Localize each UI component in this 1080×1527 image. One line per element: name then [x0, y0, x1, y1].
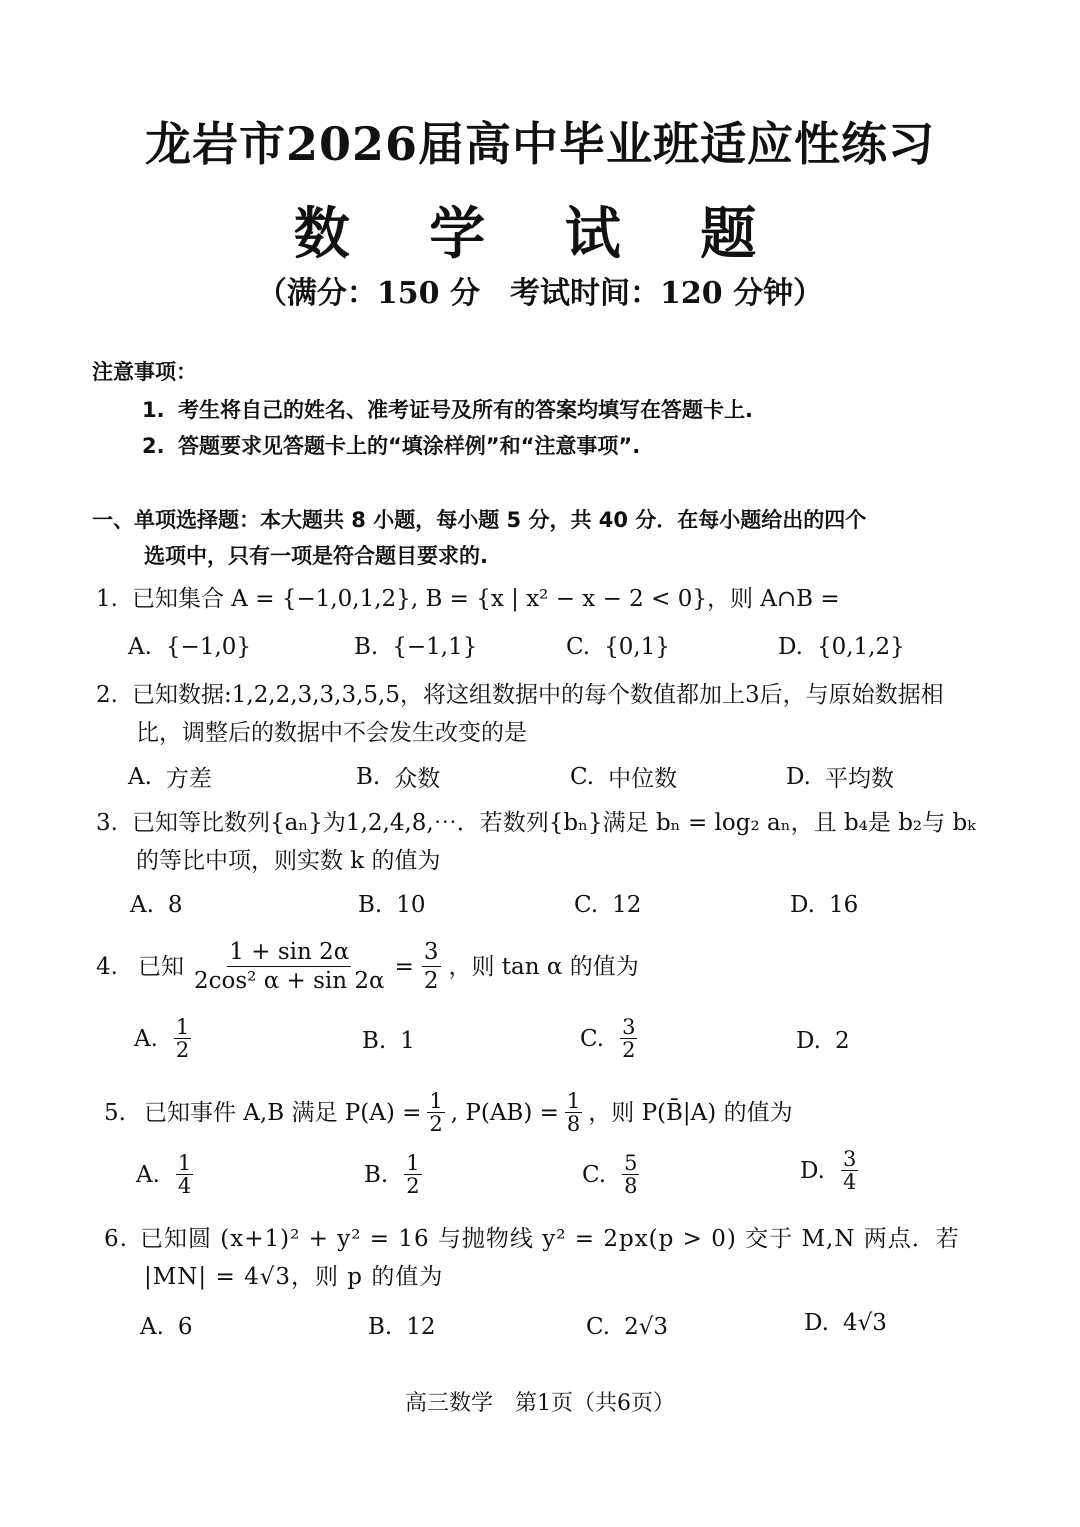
option-d	[804, 1310, 887, 1336]
option-c	[586, 1314, 668, 1340]
option-d	[790, 892, 858, 918]
option-label: C.	[566, 634, 591, 660]
fraction-denominator: 8	[566, 1112, 581, 1136]
option-b	[368, 1314, 436, 1340]
question-3	[96, 804, 996, 880]
fraction-numerator: 5	[624, 1151, 638, 1175]
fraction-denominator: 2	[175, 1038, 190, 1062]
option-label: D.	[790, 892, 815, 918]
option-b	[356, 760, 440, 793]
option-value: {0,1}	[604, 634, 670, 660]
time-info: 考试时间：120 分钟）	[510, 276, 824, 311]
fraction-numerator: 1	[566, 1089, 581, 1113]
question-stem: 已知集合 A = {−1,0,1,2}, B = {x | x² − x − 2 < 0}，则 A∩B =	[132, 586, 840, 612]
option-label: B.	[364, 1161, 389, 1188]
option-label: B.	[368, 1314, 393, 1340]
option-value: 6	[177, 1314, 193, 1340]
option-value: 2	[834, 1028, 850, 1054]
option-value: 12	[406, 1314, 436, 1340]
option-c	[566, 634, 670, 660]
question-1	[96, 580, 996, 618]
question-stem-mid: , P(AB) =	[450, 1099, 559, 1126]
fraction-denominator: 2	[423, 968, 439, 994]
fraction-numerator: 1	[406, 1151, 420, 1175]
fraction	[565, 1090, 582, 1135]
fraction-numerator: 3	[423, 939, 439, 965]
question-stem: 已知等比数列{aₙ}为1,2,4,8,⋯．若数列{bₙ}满足 bₙ = log₂ aₙ，且 b₄是 b₂与 bₖ	[132, 810, 976, 836]
fraction-denominator: 2	[429, 1112, 443, 1136]
question-stem: 已知数据:1,2,2,3,3,3,5,5，将这组数据中的每个数值都加上3后，与原始数据相	[132, 682, 944, 708]
question-5	[104, 1090, 1004, 1135]
option-label: D.	[800, 1157, 825, 1184]
option-value: 平均数	[824, 766, 894, 792]
fraction	[622, 1152, 639, 1197]
note-item	[142, 394, 753, 424]
equals-sign: =	[394, 953, 414, 980]
fraction-numerator: 1 + sin 2α	[229, 939, 350, 965]
question-stem-post: ，则 tan α 的值为	[448, 953, 639, 980]
question-number: 4.	[96, 953, 118, 980]
section-line-2: 选项中，只有一项是符合题目要求的.	[144, 544, 488, 568]
option-label: D.	[778, 634, 803, 660]
option-label: A.	[130, 892, 154, 918]
fraction	[174, 1016, 191, 1061]
fraction	[841, 1148, 858, 1193]
option-c	[574, 892, 641, 918]
question-stem-cont: 比，调整后的数据中不会发生改变的是	[136, 720, 527, 746]
option-label: A.	[140, 1314, 164, 1340]
exam-title: 龙岩市2026届高中毕业班适应性练习	[144, 117, 936, 171]
option-label: A.	[128, 763, 152, 790]
option-label: D.	[796, 1028, 821, 1054]
option-value: {−1,1}	[392, 634, 478, 660]
fraction-denominator: 4	[842, 1170, 857, 1194]
fraction	[427, 1090, 444, 1135]
question-number: 2.	[96, 682, 118, 708]
option-c	[582, 1152, 641, 1197]
option-b	[354, 634, 477, 660]
option-label: A.	[136, 1161, 160, 1188]
option-a	[136, 1152, 195, 1197]
page-footer: 高三数学 第1页（共6页）	[405, 1391, 675, 1416]
option-c	[570, 760, 677, 793]
option-value: 4√3	[842, 1310, 887, 1336]
question-stem-post: ，则 P(B̄|A) 的值为	[588, 1099, 793, 1126]
fraction-denominator: 4	[177, 1174, 192, 1198]
option-value: 方差	[165, 766, 212, 792]
option-d	[800, 1148, 860, 1193]
option-d	[778, 634, 905, 660]
option-label: B.	[354, 634, 379, 660]
question-6	[104, 1220, 1004, 1296]
option-value: 8	[167, 892, 183, 918]
option-value: {0,1,2}	[816, 634, 905, 660]
option-b	[358, 892, 426, 918]
option-label: C.	[586, 1314, 611, 1340]
exam-info	[0, 268, 1080, 312]
option-a	[128, 634, 251, 660]
fraction-numerator: 3	[842, 1147, 857, 1171]
question-4	[96, 938, 996, 995]
question-stem-pre: 已知事件 A,B 满足 P(A) =	[144, 1099, 422, 1126]
option-value: {−1,0}	[165, 634, 252, 660]
option-a	[134, 1016, 193, 1061]
option-b	[362, 1028, 415, 1054]
note-number: 2.	[142, 434, 165, 458]
question-number: 5.	[104, 1099, 126, 1126]
option-label: B.	[358, 892, 383, 918]
score-info: （满分：150 分	[256, 276, 480, 311]
question-stem: 已知圆 (x+1)² + y² = 16 与抛物线 y² = 2px(p > 0) 交于 M,N 两点．若	[140, 1226, 960, 1252]
note-number: 1.	[142, 398, 165, 422]
fraction	[620, 1016, 637, 1061]
option-label: C.	[574, 892, 599, 918]
option-label: A.	[128, 634, 152, 660]
option-a	[130, 892, 183, 918]
option-label: C.	[582, 1161, 607, 1188]
fraction-numerator: 1	[175, 1015, 190, 1039]
question-stem-cont: 的等比中项，则实数 k 的值为	[136, 848, 441, 874]
notes-heading: 注意事项：	[92, 360, 197, 384]
fraction-numerator: 1	[429, 1089, 443, 1113]
option-d	[796, 1028, 850, 1054]
option-label: C.	[570, 763, 595, 790]
fraction	[192, 938, 387, 995]
question-stem-cont: |MN| = 4√3，则 p 的值为	[144, 1264, 444, 1290]
option-c	[580, 1016, 639, 1061]
fraction-numerator: 1	[177, 1151, 192, 1175]
option-value: 16	[828, 892, 859, 918]
question-stem-pre: 已知	[138, 953, 184, 980]
note-text: 答题要求见答题卡上的“填涂样例”和“注意事项”.	[178, 434, 641, 458]
option-value: 2√3	[624, 1314, 669, 1340]
note-item	[142, 430, 640, 460]
question-number: 3.	[96, 810, 118, 836]
fraction-denominator: 2	[622, 1038, 636, 1062]
fraction-numerator: 3	[622, 1015, 636, 1039]
option-a	[140, 1314, 193, 1340]
option-label: D.	[804, 1310, 829, 1336]
fraction-denominator: 2cos² α + sin 2α	[194, 968, 385, 994]
option-label: B.	[362, 1028, 387, 1054]
question-number: 1.	[96, 586, 118, 612]
option-label: D.	[786, 763, 811, 790]
fraction	[422, 938, 441, 995]
option-d	[786, 760, 894, 793]
fraction-denominator: 8	[624, 1174, 638, 1198]
option-label: B.	[356, 763, 381, 790]
fraction-denominator: 2	[406, 1174, 420, 1198]
option-value: 10	[396, 892, 426, 918]
option-a	[128, 760, 212, 793]
fraction	[176, 1152, 193, 1197]
note-text: 考生将自己的姓名、准考证号及所有的答案均填写在答题卡上.	[178, 398, 753, 422]
option-label: A.	[134, 1025, 158, 1052]
option-value: 1	[400, 1028, 415, 1054]
fraction	[404, 1152, 421, 1197]
section-heading	[92, 502, 992, 574]
question-number: 6.	[104, 1226, 128, 1252]
option-value: 中位数	[608, 766, 678, 792]
option-label: C.	[580, 1025, 605, 1052]
option-value: 12	[612, 892, 642, 918]
subject-title: 数 学 试 题	[293, 201, 787, 267]
option-value: 众数	[394, 766, 441, 792]
section-line-1: 一、单项选择题：本大题共 8 小题，每小题 5 分，共 40 分．在每小题给出的四个	[92, 508, 867, 532]
option-b	[364, 1152, 424, 1197]
question-2	[96, 676, 996, 752]
